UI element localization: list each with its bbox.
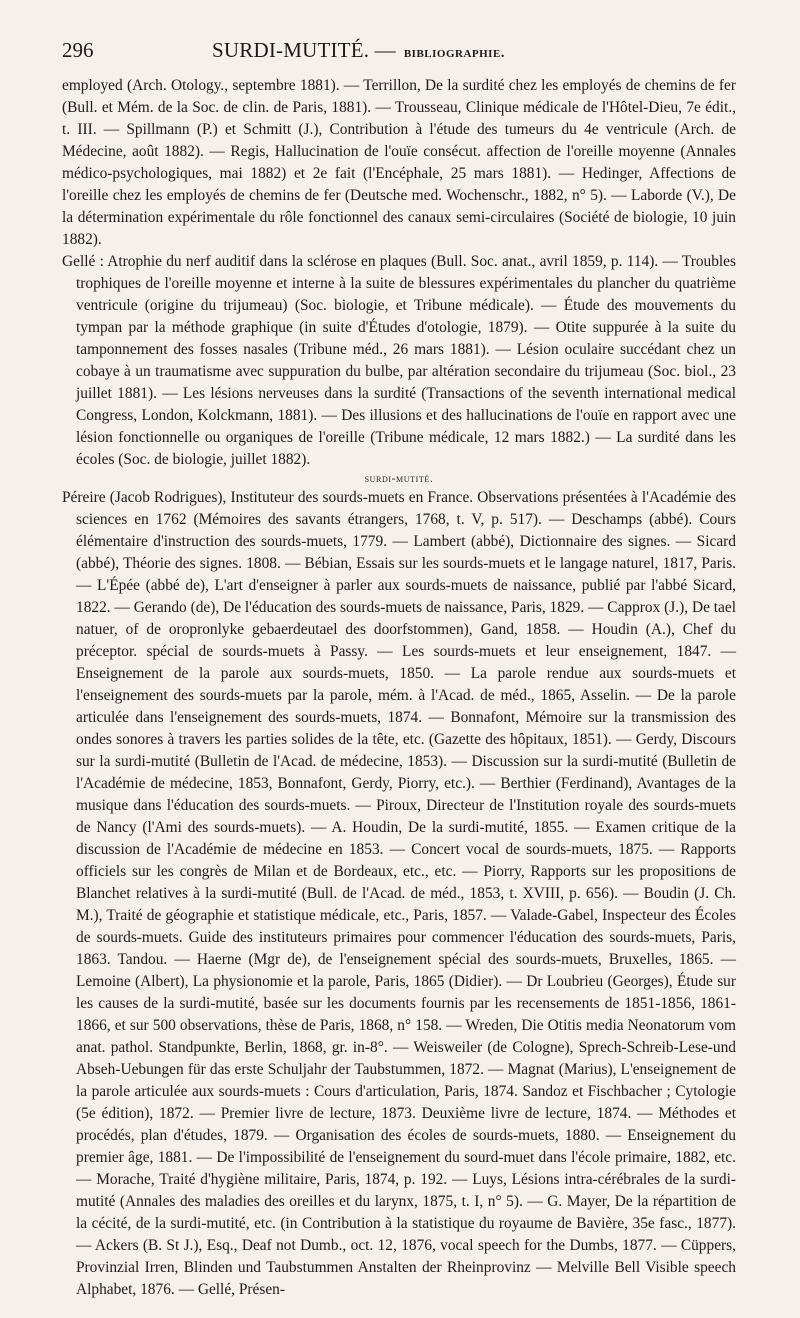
section-heading: surdi-mutité. [364,473,434,485]
running-title: SURDI-MUTITÉ. — [212,38,396,62]
paragraph-continued: employed (Arch. Otology., septembre 1881). — Terrillon, De la surdité chez les employés de chemins de fer (Bull. et Mém. de la Soc. de clin. de Paris, 1881). — Trousseau, Clinique médicale de l'Hôtel-Dieu, 7e édit., t. III. — Spillmann (P.) et Schmitt (J.), Contribution à l'étude des tumeurs du 4e ventricule (Arch. de Médecine, août 1882). — Regis, Hallucination de l'ouïe consécut. affection de l'oreille moyenne (Annales médico-psychologiques, mai 1882) et 2e fait (l'Encéphale, 25 mars 1881). — Hedinger, Affections de l'oreille chez les employés de chemins de fer (Deutsche med. Wochenschr., 1882, n° 5). — Laborde (V.), De la détermination expérimentale du rôle fonctionnel des canaux semi-circulaires (Société de biologie, 10 juin 1882). [62,77,736,248]
running-subtitle: bibliographie. [403,45,506,61]
page-text [62,75,736,1301]
paragraph-gelle: Gellé : Atrophie du nerf auditif dans la sclérose en plaques (Bull. Soc. anat., avril 1859, p. 114). — Troubles trophiques de l'oreille moyenne et interne à la suite de blessures expérimentales du plancher du quatrième ventricule (origine du trijumeau) (Soc. biologie, et Tribune médicale). — Étude des mouvements du tympan par la méthode graphique (in suite d'Études d'otologie, 1879). — Otite suppurée à la suite du tamponnement des fosses nasales (Tribune méd., 26 mars 1881). — Lésion oculaire succédant chez un cobaye à un traumatisme avec suppuration du bulbe, par altération secondaire du trijumeau (Soc. biol., 23 juillet 1881). — Les lésions nerveuses dans la surdité (Transactions of the seventh international medical Congress, London, Kolckmann, 1881). — Des illusions et des hallucinations de l'ouïe en rapport avec une lésion fonctionnelle ou organiques de l'oreille (Tribune médicale, 12 mars 1882.) — La surdité dans les écoles (Soc. de biologie, juillet 1882). [62,253,736,468]
running-header [62,38,736,63]
paragraph-surdi-mutite: Péreire (Jacob Rodrigues), Instituteur des sourds-muets en France. Observations présentées à l'Académie des sciences en 1762 (Mémoires des savants étrangers, 1768, t. V, p. 517). — Deschamps (abbé). Cours élémentaire d'instruction des sourds-muets, 1779. — Lambert (abbé), Dictionnaire des signes. — Sicard (abbé), Théorie des signes. 1808. — Bébian, Essais sur les sourds-muets et le langage naturel, 1817, Paris. — L'Épée (abbé de), L'art d'enseigner à parler aux sourds-muets de naissance, publié par l'abbé Sicard, 1822. — Gerando (de), De l'éducation des sourds-muets de naissance, Paris, 1829. — Capprox (J.), De tael natuer, of de oropronlyke gebaerdeutael des doorfstommen), Gand, 1858. — Houdin (A.), Chef du préceptor. spécial de sourds-muets à Passy. — Les sourds-muets et leur enseignement, 1847. — Enseignement de la parole aux sourds-muets, 1850. — La parole rendue aux sourds-muets et l'enseignement des sourds-muets par la parole, mém. à l'Acad. de méd., 1865, Asselin. — De la parole articulée dans l'enseignement des sourds-muets, 1874. — Bonnafont, Mémoire sur la transmission des ondes sonores à travers les parties solides de la tête, etc. (Gazette des hôpitaux, 1851). — Gerdy, Discours sur la surdi-mutité (Bulletin de l'Acad. de médecine, 1853). — Discussion sur la surdi-mutité (Bulletin de l'Académie de médecine, 1853, Bonnafont, Gerdy, Piorry, etc.). — Berthier (Ferdinand), Avantages de la musique dans l'éducation des sourds-muets. — Piroux, Directeur de l'Institution royale des sourds-muets de Nancy (l'Ami des sourds-muets). — A. Houdin, De la surdi-mutité, 1855. — Examen critique de la discussion de l'Académie de médecine en 1853. — Concert vocal de sourds-muets, 1875. — Rapports officiels sur les congrès de Milan et de Bordeaux, etc., etc. — Piorry, Rapports sur les propositions de Blanchet relatives à la surdi-mutité (Bull. de l'Acad. de méd., 1853, t. XVIII, p. 656). — Boudin (J. Ch. M.), Traité de géographie et statistique médicale, etc., Paris, 1857. — Valade-Gabel, Inspecteur des Écoles de sourds-muets. Guide des instituteurs primaires pour commencer l'éducation des sourds-muets, Paris, 1863. Tandou. — Haerne (Mgr de), de l'enseignement spécial des sourds-muets, Bruxelles, 1865. — Lemoine (Albert), La physionomie et la parole, Paris, 1865 (Didier). — Dr Loubrieu (Georges), Étude sur les causes de la surdi-mutité, basée sur les documents fournis par les recensements de 1851-1856, 1861-1866, et sur 500 observations, thèse de Paris, 1868, n° 158. — Wreden, Die Otitis media Neonatorum vom anat. pathol. Standpunkte, Berlin, 1868, gr. in-8°. — Weisweiler (de Cologne), Sprech-Schreib-Lese-und Abseh-Uebungen für das erste Schuljahr der Taubstummen, 1872. — Magnat (Marius), L'enseignement de la parole articulée aux sourds-muets : Cours d'articulation, Paris, 1874. Sandoz et Fischbacher ; Cytologie (5e édition), 1872. — Premier livre de lecture, 1873. Deuxième livre de lecture, 1874. — Méthodes et procédés, plan d'études, 1879. — Organisation des écoles de sourds-muets, 1880. — Enseignement du premier âge, 1881. — De l'impossibilité de l'enseignement du sourd-muet dans l'école primaire, 1882, etc. — Morache, Traité d'hygiène militaire, Paris, 1874, p. 192. — Luys, Lésions intra-cérébrales de la surdi-mutité (Annales des maladies des oreilles et du larynx, 1875, t. I, n° 5). — G. Mayer, De la répartition de la cécité, de la surdi-mutité, etc. (in Contribution à la statistique du royaume de Bavière, 35e fasc., 1877). — Ackers (B. St J.), Esq., Deaf not Dumb., oct. 12, 1876, vocal speech for the Dumbs, 1877. — Cüppers, Provinzial Irren, Blinden und Taubstummen Anstalten der Rheinprovinz — Melville Bell Visible speech Alphabet, 1876. — Gellé, Présen- [62,489,736,1298]
page-number: 296 [62,38,94,62]
